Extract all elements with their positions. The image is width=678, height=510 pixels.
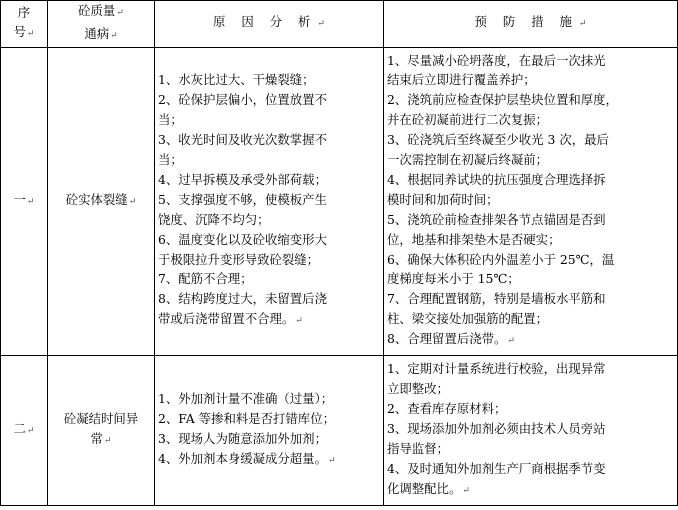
text-line: 当； bbox=[158, 112, 183, 128]
text-line: 度梯度每米小于 15℃； bbox=[387, 271, 520, 287]
header-cause-label: 原 因 分 析 bbox=[213, 14, 317, 30]
prevention-measures-cell bbox=[384, 355, 678, 505]
row-number: 二 bbox=[13, 420, 26, 436]
text-line: 6、温度变化以及砼收缩变形大 bbox=[158, 231, 327, 247]
text-line: 7、合理配置钢筋，特别是墙板水平筋和 bbox=[387, 291, 606, 307]
text-line: 6、确保大体积砼内外温差小于 25℃，温 bbox=[387, 251, 615, 267]
header-cause-cell: 原 因 分 析↵ bbox=[155, 1, 384, 48]
text-line: 4、及时通知外加剂生产厂商根据季节变 bbox=[387, 460, 606, 476]
header-prevention-cell: 预 防 措 施↵ bbox=[384, 1, 678, 48]
row-number: 一 bbox=[13, 191, 26, 207]
text-line: 2、砼保护层偏小，位置放置不 bbox=[158, 92, 327, 108]
text-line: 5、支撑强度不够，使模板产生 bbox=[158, 191, 327, 207]
text-line: 于极限拉升变形导致砼裂缝； bbox=[158, 251, 320, 267]
table-row bbox=[1, 355, 678, 505]
text-line: 一次需控制在初凝后终凝前； bbox=[387, 152, 549, 168]
header-prevention-label: 预 防 措 施 bbox=[474, 14, 578, 30]
header-no-line: 号↵ bbox=[13, 24, 35, 40]
row-number-cell: 一↵ bbox=[1, 47, 48, 355]
text-line: 1、外加剂计量不准确（过量）； bbox=[158, 391, 334, 406]
header-no-cell bbox=[1, 1, 48, 48]
header-type-line: 砼质量↵ bbox=[78, 3, 124, 18]
text-line: 3、现场人为随意添加外加剂； bbox=[158, 430, 327, 446]
text-line: 3、现场添加外加剂必须由技术人员旁站 bbox=[387, 420, 606, 436]
defect-type-cell bbox=[48, 355, 155, 505]
text-line: 4、根据同养试块的抗压强度合理选择拆 bbox=[387, 171, 606, 187]
text-line: 指导监督； bbox=[387, 440, 449, 456]
header-type-line: 通病↵ bbox=[84, 25, 118, 41]
header-type-cell bbox=[48, 1, 155, 48]
text-line: 2、查看库存原材料； bbox=[387, 400, 507, 416]
text-line: 位，地基和排架垫木是否硬实； bbox=[387, 231, 561, 247]
text-line: 化调整配比。↵ bbox=[387, 480, 470, 496]
text-line: 1、尽量减小砼坍落度，在最后一次抹光 bbox=[387, 52, 606, 68]
text-line: 结束后立即进行覆盖养护； bbox=[387, 72, 536, 88]
cause-analysis-cell bbox=[155, 355, 384, 505]
defect-type-line: 常↵ bbox=[90, 430, 112, 446]
text-line: 柱、梁交接处加强筋的配置； bbox=[387, 311, 549, 327]
defect-type-cell: 砼实体裂缝↵ bbox=[48, 47, 155, 355]
text-line: 7、配筋不合理； bbox=[158, 271, 253, 287]
text-line: 立即整改； bbox=[387, 381, 449, 397]
text-line: 当； bbox=[158, 152, 183, 168]
text-line: 3、砼浇筑后至终凝至少收光 3 次，最后 bbox=[387, 132, 609, 148]
text-line: 1、水灰比过大、干燥裂缝； bbox=[158, 72, 315, 88]
defect-type-line: 砼凝结时间异 bbox=[63, 410, 139, 426]
text-line: 2、浇筑前应检查保护层垫块位置和厚度， bbox=[387, 92, 618, 108]
text-line: 带或后浇带留置不合理。↵ bbox=[158, 311, 303, 327]
text-line: 8、结构跨度过大，未留置后浇 bbox=[158, 291, 327, 307]
text-line: 4、过早拆模及承受外部荷载； bbox=[158, 171, 327, 187]
table-header-row bbox=[1, 1, 678, 48]
cause-analysis-cell bbox=[155, 47, 384, 355]
header-no-line: 序 bbox=[17, 4, 31, 20]
prevention-measures-cell bbox=[384, 47, 678, 355]
table-row bbox=[1, 47, 678, 355]
text-line: 3、收光时间及收光次数掌握不 bbox=[158, 132, 327, 148]
defect-type: 砼实体裂缝 bbox=[65, 191, 128, 207]
text-line: 1、定期对计量系统进行校验，出现异常 bbox=[387, 361, 606, 377]
text-line: 并在砼初凝前进行二次复振； bbox=[387, 112, 549, 128]
text-line: 8、合理留置后浇带。↵ bbox=[387, 331, 515, 347]
text-line: 2、FA 等掺和料是否打错库位； bbox=[158, 410, 335, 426]
text-line: 4、外加剂本身缓凝成分超量。↵ bbox=[158, 450, 336, 466]
text-line: 5、浇筑砼前检查排架各节点锚固是否到 bbox=[387, 211, 606, 227]
row-number-cell: 二↵ bbox=[1, 355, 48, 505]
text-line: 模时间和加荷时间； bbox=[387, 191, 499, 207]
text-line: 饶度、沉降不均匀； bbox=[158, 211, 270, 227]
